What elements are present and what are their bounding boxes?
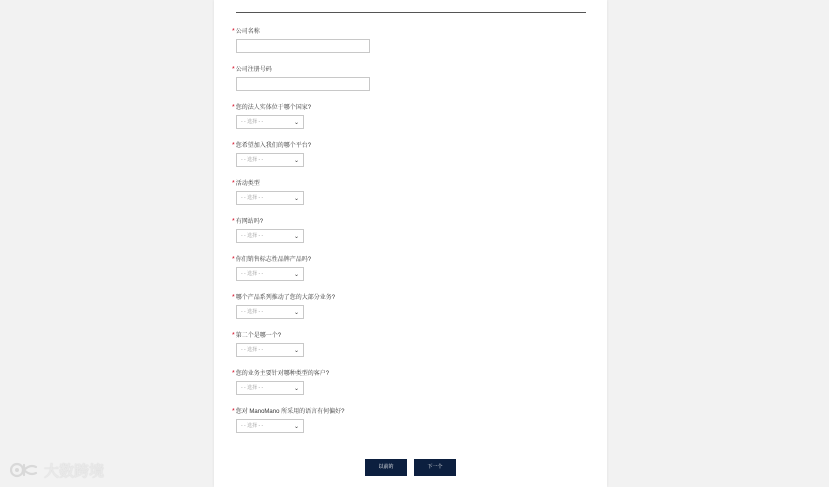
label-text: 哪个产品系列推动了您的大部分业务? [235, 295, 336, 301]
label-text: 第二个是哪一个? [235, 333, 282, 339]
required-mark: * [232, 256, 235, 263]
field-label [232, 28, 260, 36]
select-value: - - 选择 - - [241, 119, 264, 125]
field-company-registration-number [232, 66, 272, 74]
field-label [232, 408, 344, 416]
field-platform [232, 142, 312, 164]
label-text: 您的业务主要针对哪种类型的客户? [235, 371, 330, 377]
customer-type-select[interactable] [236, 381, 304, 395]
field-label [232, 142, 311, 150]
field-label [232, 370, 329, 378]
field-brand-products [232, 256, 312, 278]
registration-number-input[interactable] [236, 77, 370, 91]
field-label [232, 180, 260, 188]
chevron-down-icon: ⌄ [293, 158, 299, 164]
required-mark: * [232, 294, 235, 301]
required-mark: * [232, 218, 235, 225]
field-label [232, 256, 311, 264]
main-product-line-select[interactable] [236, 305, 304, 319]
watermark [10, 458, 104, 482]
label-text: 你们销售标志性品牌产品吗? [235, 257, 312, 263]
select-value: - - 选择 - - [241, 195, 264, 201]
second-product-line-select[interactable] [236, 343, 304, 357]
field-company-name [232, 28, 260, 36]
watermark-logo-icon [10, 461, 40, 479]
required-mark: * [232, 142, 235, 149]
field-main-product-line [232, 294, 336, 316]
section-divider [236, 12, 586, 13]
brand-products-select[interactable] [236, 267, 304, 281]
previous-button[interactable]: 以前的 [365, 459, 407, 476]
field-second-product-line [232, 332, 299, 354]
required-mark: * [232, 66, 235, 73]
chevron-down-icon: ⌄ [293, 272, 299, 278]
has-website-select[interactable] [236, 229, 304, 243]
required-mark: * [232, 370, 235, 377]
platform-select[interactable] [236, 153, 304, 167]
field-language-preference [232, 408, 345, 430]
field-label [232, 218, 263, 226]
field-label [232, 294, 335, 302]
field-activity-type [232, 180, 299, 202]
activity-type-select[interactable] [236, 191, 304, 205]
select-value: - - 选择 - - [241, 385, 264, 391]
field-has-website [232, 218, 299, 240]
field-label [232, 104, 311, 112]
required-mark: * [232, 332, 235, 339]
required-mark: * [232, 104, 235, 111]
company-name-input[interactable] [236, 39, 370, 53]
select-value: - - 选择 - - [241, 157, 264, 163]
chevron-down-icon: ⌄ [293, 386, 299, 392]
field-label [232, 332, 281, 340]
field-customer-type [232, 370, 330, 392]
label-text: 您希望加入我们的哪个平台? [235, 143, 312, 149]
chevron-down-icon: ⌄ [293, 234, 299, 240]
next-button[interactable]: 下一个 [414, 459, 456, 476]
select-value: - - 选择 - - [241, 347, 264, 353]
chevron-down-icon: ⌄ [293, 348, 299, 354]
required-mark: * [232, 408, 235, 415]
required-mark: * [232, 28, 235, 35]
chevron-down-icon: ⌄ [293, 196, 299, 202]
entity-country-select[interactable] [236, 115, 304, 129]
label-text: 活动类型 [235, 181, 260, 187]
watermark-text: 大数跨境 [44, 461, 105, 480]
field-label [232, 66, 272, 74]
select-value: - - 选择 - - [241, 309, 264, 315]
label-text: 公司名称 [235, 29, 260, 35]
chevron-down-icon: ⌄ [293, 424, 299, 430]
label-text: 您的法人实体位于哪个国家? [235, 105, 312, 111]
field-entity-country [232, 104, 312, 126]
required-mark: * [232, 180, 235, 187]
select-value: - - 选择 - - [241, 233, 264, 239]
select-value: - - 选择 - - [241, 271, 264, 277]
label-text: 公司注册号码 [235, 67, 272, 73]
chevron-down-icon: ⌄ [293, 120, 299, 126]
chevron-down-icon: ⌄ [293, 310, 299, 316]
select-value: - - 选择 - - [241, 423, 264, 429]
label-text: 您对 ManoMano 所采用的语言有何偏好? [235, 409, 345, 415]
language-preference-select[interactable] [236, 419, 304, 433]
label-text: 有网站吗? [235, 219, 264, 225]
